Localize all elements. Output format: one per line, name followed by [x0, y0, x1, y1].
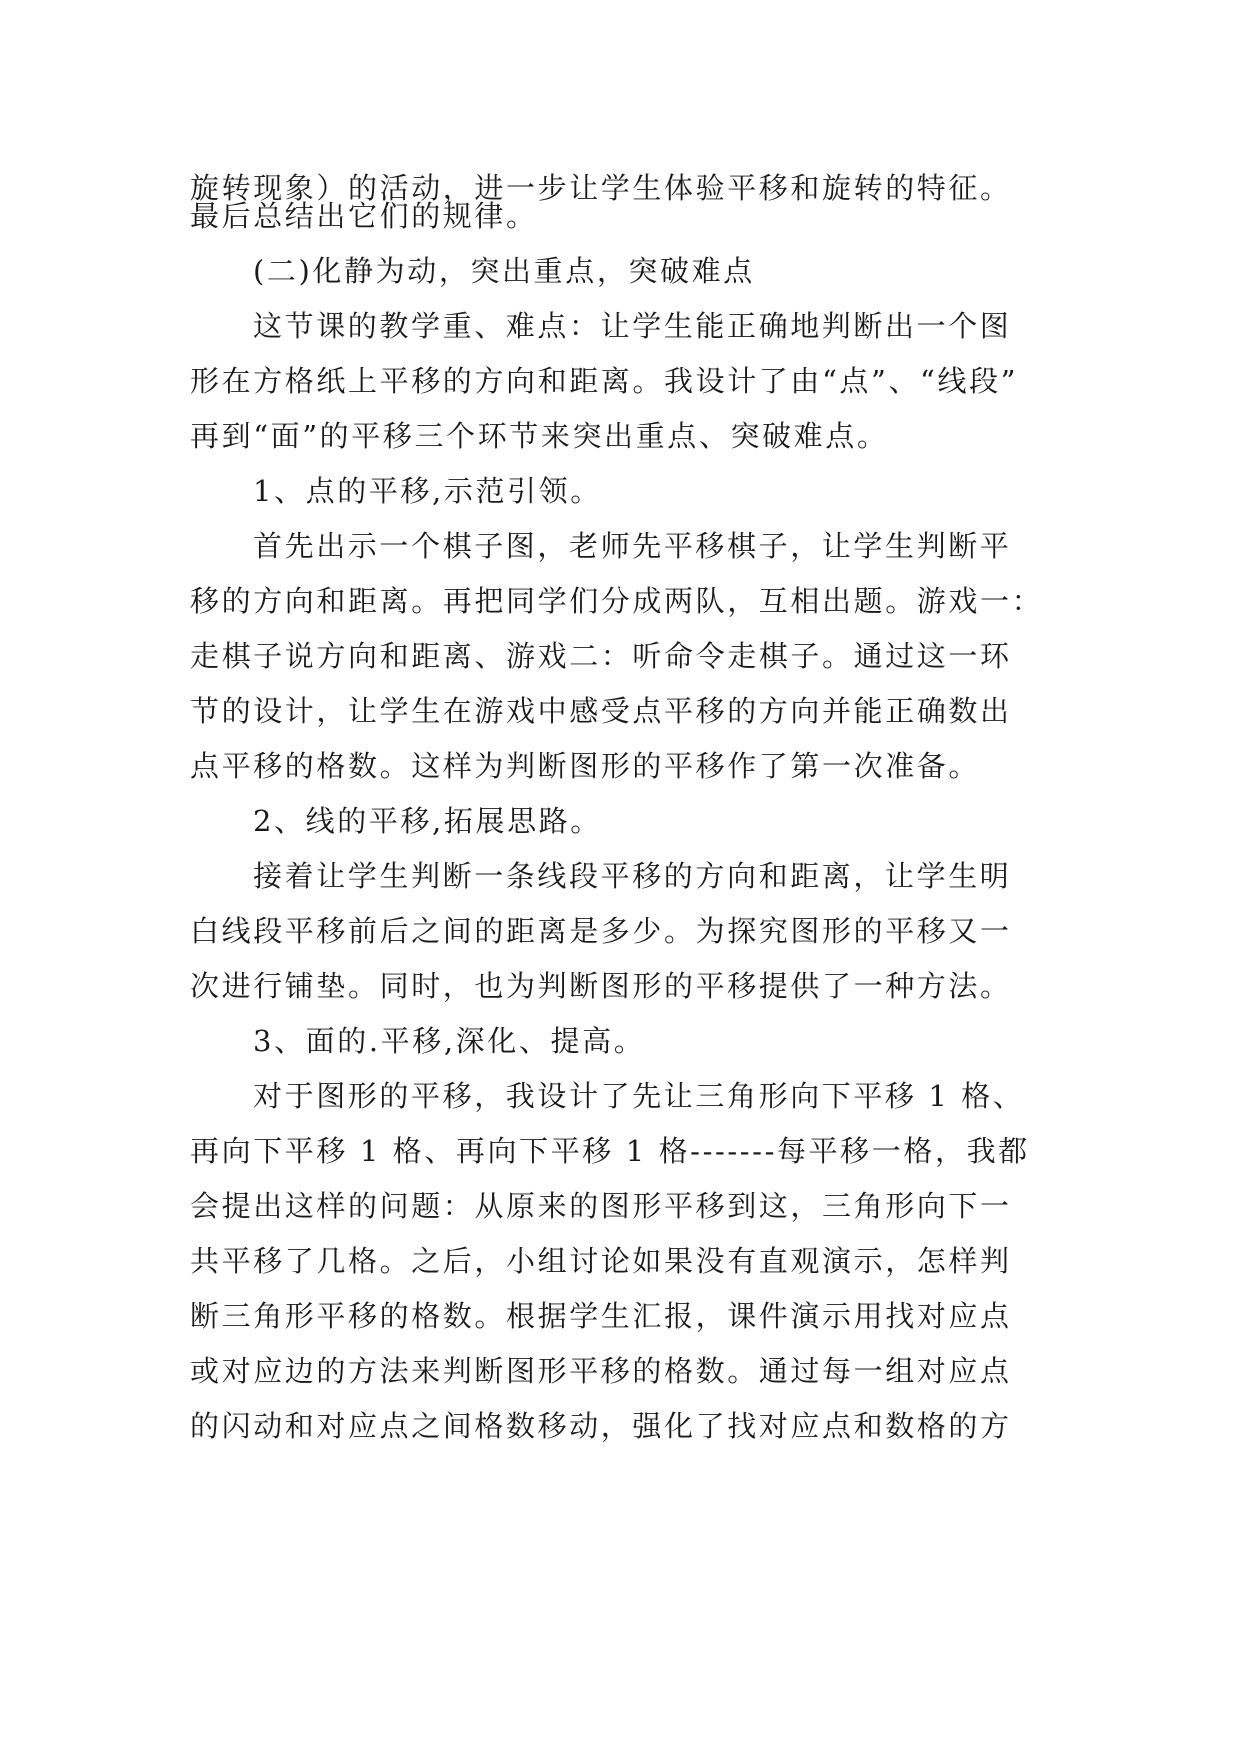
subsection-heading: 1、点的平移,示范引领。	[253, 474, 602, 508]
text-line: 再到“面”的平移三个环节来突出重点、突破难点。	[190, 419, 889, 453]
text-line: 点平移的格数。这样为判断图形的平移作了第一次准备。	[190, 749, 981, 783]
subsection-heading: 2、线的平移,拓展思路。	[253, 804, 602, 838]
text-line: 次进行铺垫。同时，也为判断图形的平移提供了一种方法。	[190, 969, 1012, 1003]
text-line: 节的设计，让学生在游戏中感受点平移的方向并能正确数出	[190, 694, 1012, 728]
text-line: 再向下平移 1 格、再向下平移 1 格-------每平移一格，我都	[190, 1134, 1030, 1168]
paragraph-first-line: 这节课的教学重、难点：让学生能正确地判断出一个图	[253, 309, 1012, 343]
text-line: 最后总结出它们的规律。	[190, 199, 538, 233]
paragraph-first-line: 接着让学生判断一条线段平移的方向和距离，让学生明	[253, 859, 1012, 893]
section-heading: (二)化静为动，突出重点，突破难点	[253, 254, 755, 288]
paragraph-first-line: 首先出示一个棋子图，老师先平移棋子，让学生判断平	[253, 529, 1012, 563]
text-line: 形在方格纸上平移的方向和距离。我设计了由“点”、“线段”	[190, 364, 1019, 398]
text-line: 旋转现象）的活动，进一步让学生体验平移和旋转的特征。	[190, 171, 1012, 205]
text-line: 走棋子说方向和距离、游戏二：听命令走棋子。通过这一环	[190, 639, 1012, 673]
text-line: 或对应边的方法来判断图形平移的格数。通过每一组对应点	[190, 1354, 1012, 1388]
text-line: 的闪动和对应点之间格数移动，强化了找对应点和数格的方	[190, 1409, 1012, 1443]
text-line: 会提出这样的问题：从原来的图形平移到这，三角形向下一	[190, 1189, 1012, 1223]
text-line: 移的方向和距离。再把同学们分成两队，互相出题。游戏一：	[190, 584, 1044, 618]
subsection-heading: 3、面的.平移,深化、提高。	[253, 1024, 646, 1058]
text-line: 断三角形平移的格数。根据学生汇报，课件演示用找对应点	[190, 1299, 1012, 1333]
paragraph-first-line: 对于图形的平移，我设计了先让三角形向下平移 1 格、	[253, 1079, 1025, 1113]
text-line: 共平移了几格。之后，小组讨论如果没有直观演示，怎样判	[190, 1244, 1012, 1278]
text-line: 白线段平移前后之间的距离是多少。为探究图形的平移又一	[190, 914, 1012, 948]
